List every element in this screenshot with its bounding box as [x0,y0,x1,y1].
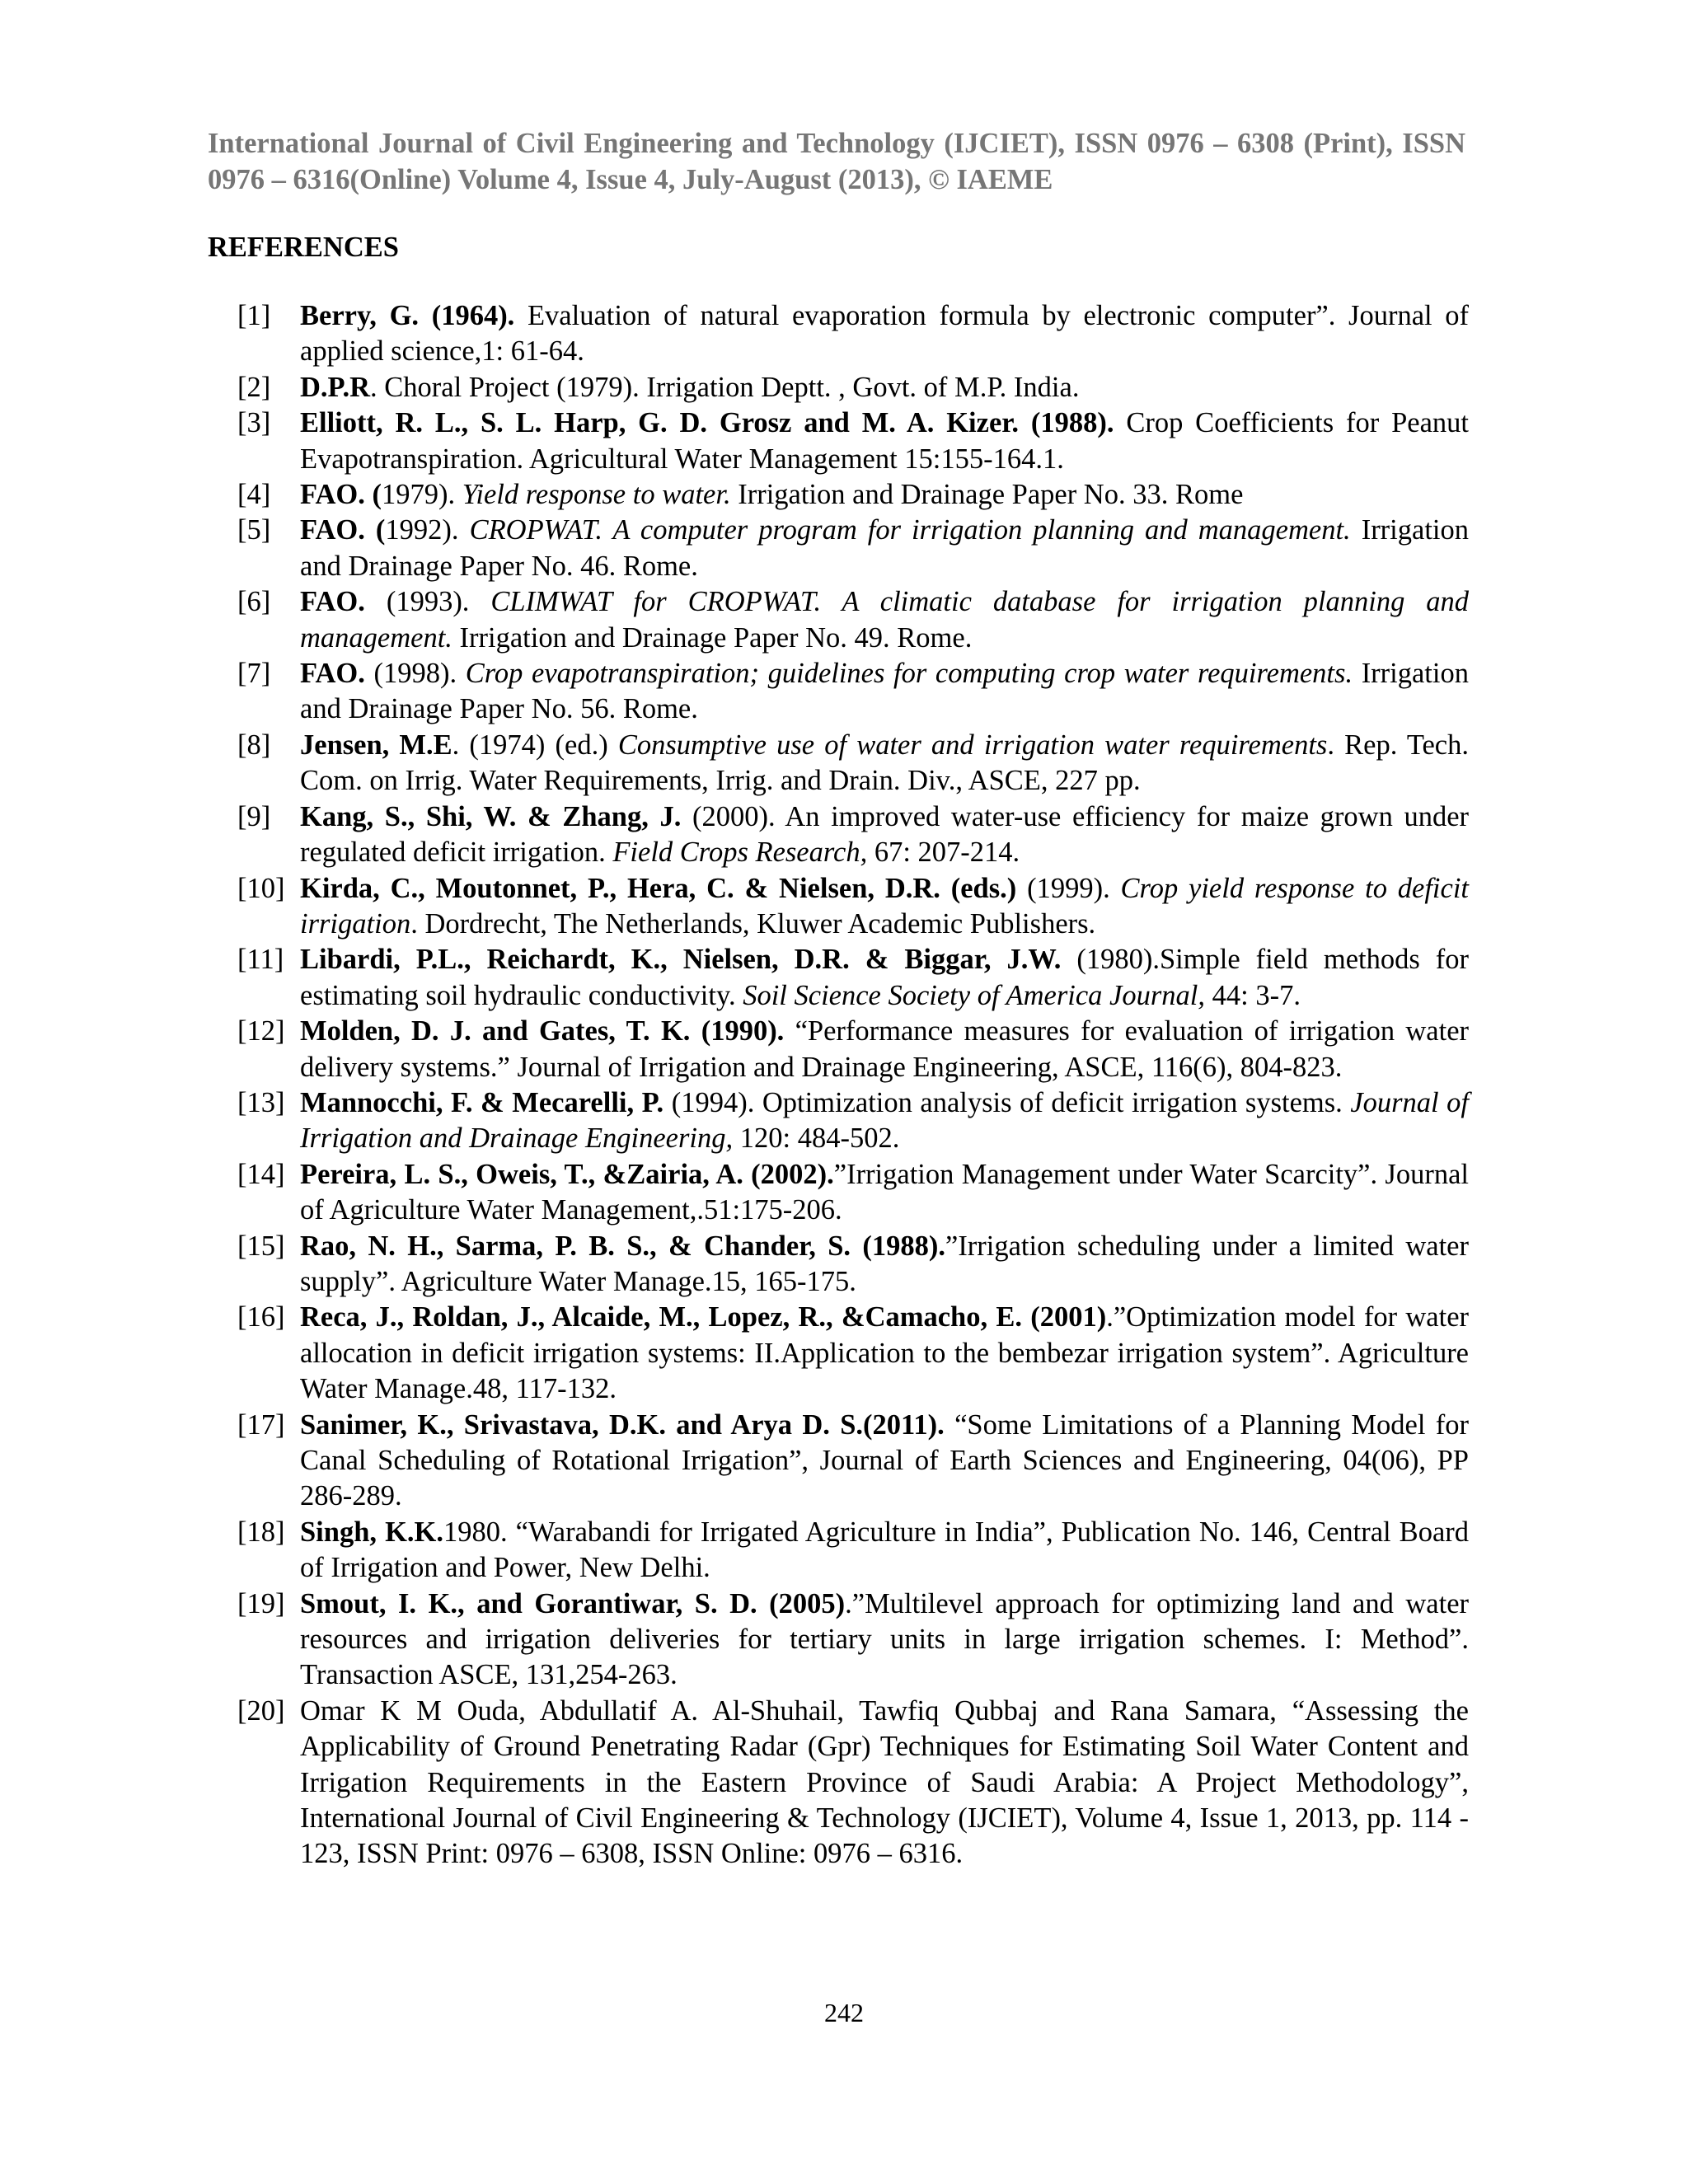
reference-text-segment: ”Irrigation scheduling under a limited water supply”. Agriculture Water Manage.15, 165-175. [300,1230,1469,1297]
reference-number: [5] [237,514,271,546]
reference-text-segment: Mannocchi, F. & Mecarelli, P. [300,1086,664,1118]
reference-text-segment: (1998). [364,658,466,690]
reference-number: [4] [237,479,271,511]
reference-text-segment: Crop evapotranspiration; guidelines for computing crop water requirements. [465,658,1353,690]
reference-item [208,1694,1469,1872]
reference-text-segment: “Performance measures for evaluation of irrigation water delivery systems.” Journal of Irrigation and Drainage Engineering, ASCE, 116(6), 804-823. [300,1015,1469,1083]
journal-header: International Journal of Civil Engineering and Technology (IJCIET), ISSN 0976 – 6308 (Print), ISSN 0976 – 6316(Online) Volume 4, Issue 4, July-August (2013), © IAEME [208,128,1465,195]
reference-text-segment: (2000). An improved water-use efficiency for maize grown under regulated deficit irrigation. [300,800,1469,869]
reference-text-segment: Consumptive use of water and irrigation water requirements [617,729,1328,761]
reference-text-segment: ”Irrigation Management under Water Scarcity”. Journal of Agriculture Water Management,.51:175-206. [300,1158,1469,1226]
reference-number: [10] [237,872,285,904]
reference-text-segment: Singh, K.K. [300,1516,443,1548]
reference-text-segment: Crop yield response to deficit irrigation [300,872,1469,940]
reference-text-segment: CLIMWAT for CROPWAT. A climatic database for irrigation planning and management. [300,586,1470,654]
reference-number: [14] [237,1158,285,1190]
reference-text [300,656,1469,728]
reference-item [208,298,1469,370]
reference-text [300,1586,1469,1694]
reference-text-segment: (1980).Simple field methods for estimating soil hydraulic conductivity. [300,944,1469,1011]
reference-item [208,477,1469,513]
reference-item [208,1229,1469,1301]
reference-item [208,1515,1469,1586]
reference-number: [11] [237,944,284,976]
reference-text-segment: . Rep. Tech. Com. on Irrig. Water Requirements, Irrig. and Drain. Div., ASCE, 227 pp. [300,729,1469,797]
reference-text-segment: 1992). [385,514,470,546]
reference-text-segment: Sanimer, K., Srivastava, D.K. and Arya D. S.(2011). [300,1408,945,1441]
reference-number: [13] [237,1086,285,1118]
reference-text-segment: Crop Coefficients for Peanut Evapotranspiration. Agricultural Water Management 15:155-164.1. [300,407,1469,475]
reference-item [208,871,1469,943]
reference-text-segment: Reca, J., Roldan, J., Alcaide, M., Lopez, R., &Camacho, E. (2001) [300,1301,1107,1333]
reference-text [300,799,1469,871]
reference-text-segment: Berry, G. (1964). [300,300,515,331]
reference-item [208,1408,1469,1515]
reference-text-segment: FAO. ( [300,479,382,511]
reference-text-segment: “Some Limitations of a Planning Model for Canal Scheduling of Rotational Irrigation”, Journal of Earth Sciences and Engineering, 04(06), PP 286-289. [300,1408,1469,1512]
reference-text-segment: FAO. [300,658,365,690]
reference-text [300,1157,1469,1229]
reference-number: [6] [237,586,271,618]
reference-text-segment: Soil Science Society of America Journal, [743,979,1205,1011]
reference-item [208,1014,1469,1085]
reference-number: [3] [237,407,271,439]
reference-text-segment: Irrigation and Drainage Paper No. 46. Rome. [300,514,1469,582]
reference-item [208,1300,1469,1407]
reference-number: [8] [237,729,271,761]
reference-text-segment: Smout, I. K., and Gorantiwar, S. D. (2005) [300,1587,846,1619]
reference-text [300,942,1469,1014]
reference-item [208,584,1469,656]
reference-item [208,942,1469,1014]
reference-text [300,584,1469,656]
reference-text-segment: Libardi, P.L., Reichardt, K., Nielsen, D.R. & Biggar, J.W. [300,944,1062,976]
reference-text-segment: (1994). Optimization analysis of deficit irrigation systems. [663,1086,1351,1118]
reference-text-segment: 67: 207-214. [867,837,1020,869]
reference-text-segment: Elliott, R. L., S. L. Harp, G. D. Grosz and M. A. Kizer. (1988). [300,407,1114,439]
page-number: 242 [824,1998,864,2027]
reference-text [300,1300,1469,1407]
reference-number: [18] [237,1516,285,1548]
reference-item [208,799,1469,871]
reference-item [208,513,1469,584]
reference-text-segment: Irrigation and Drainage Paper No. 56. Rome. [300,658,1469,725]
reference-number: [20] [237,1694,285,1727]
reference-text [300,1515,1469,1586]
reference-item [208,656,1469,728]
reference-number: [9] [237,800,271,832]
reference-text-segment: D.P.R [300,371,370,403]
reference-text-segment: Omar K M Ouda, Abdullatif A. Al-Shuhail, Tawfiq Qubbaj and Rana Samara, “Assessing the Applicability of Ground Penetrating Radar (Gpr) Techniques for Estimating Soil Water Content and Irrigation Requirements in the Eastern Province of Saudi Arabia: A Project Methodology”, International Journal of Civil Engineering & Technology (IJCIET), Volume 4, Issue 1, 2013, pp. 114 - 123, ISSN Print: 0976 – 6308, ISSN Online: 0976 – 6316. [300,1694,1469,1870]
reference-text [300,1408,1469,1515]
reference-text [300,1085,1469,1157]
reference-number: [16] [237,1301,285,1333]
reference-text-segment: Irrigation and Drainage Paper No. 49. Rome. [452,621,973,654]
reference-text-segment: 1980. “Warabandi for Irrigated Agriculture in India”, Publication No. 146, Central Board of Irrigation and Power, New Delhi. [300,1516,1469,1584]
reference-text [300,477,1469,513]
reference-text-segment: . Dordrecht, The Netherlands, Kluwer Academic Publishers. [410,907,1096,940]
reference-list [208,298,1469,1872]
reference-text [300,1694,1469,1872]
reference-number: [19] [237,1587,285,1619]
reference-text-segment: Pereira, L. S., Oweis, T., &Zairia, A. (2002). [300,1158,834,1190]
reference-item [208,1157,1469,1229]
reference-text-segment: 1979). [382,479,462,511]
reference-text-segment: .”Multilevel approach for optimizing land and water resources and irrigation deliveries for tertiary units in large irrigation schemes. I: Method”. Transaction ASCE, 131,254-263. [300,1587,1469,1691]
reference-number: [7] [237,658,271,690]
reference-text [300,513,1469,584]
reference-text [300,871,1469,943]
reference-item [208,1085,1469,1157]
reference-number: [12] [237,1015,285,1047]
reference-text-segment: Yield response to water. [462,479,731,511]
reference-text-segment: FAO. ( [300,514,386,546]
reference-text-segment: .”Optimization model for water allocation in deficit irrigation systems: II.Application to the bembezar irrigation system”. Agriculture Water Manage.48, 117-132. [300,1301,1469,1405]
reference-text-segment: Irrigation and Drainage Paper No. 33. Rome [730,479,1244,511]
reference-text [300,1014,1469,1085]
reference-text [300,298,1469,370]
reference-item [208,370,1469,405]
reference-text-segment: Journal of Irrigation and Drainage Engineering, [300,1086,1469,1155]
reference-text [300,728,1469,799]
reference-text-segment: CROPWAT. A computer program for irrigation planning and management. [469,514,1351,546]
reference-item [208,728,1469,799]
references-heading: REFERENCES [208,232,399,263]
reference-text-segment: Kirda, C., Moutonnet, P., Hera, C. & Nielsen, D.R. (eds.) [300,872,1017,904]
reference-text-segment: . Choral Project (1979). Irrigation Deptt. , Govt. of M.P. India. [370,371,1080,403]
reference-number: [1] [237,300,271,331]
reference-text [300,405,1469,477]
reference-number: [15] [237,1230,285,1262]
reference-text-segment: 120: 484-502. [733,1122,900,1155]
reference-number: [17] [237,1408,285,1441]
reference-text-segment: Field Crops Research, [612,837,868,869]
reference-text-segment: Jensen, M.E [300,729,452,761]
reference-text-segment: (1993). [364,586,491,618]
reference-text-segment: 44: 3-7. [1205,979,1301,1011]
reference-text-segment: Evaluation of natural evaporation formula by electronic computer”. Journal of applied science,1: 61-64. [300,300,1469,368]
reference-text-segment: Kang, S., Shi, W. & Zhang, J. [300,800,682,832]
reference-text-segment: . (1974) (ed.) [452,729,618,761]
reference-text [300,1229,1469,1301]
reference-text [300,370,1469,405]
reference-item [208,405,1469,477]
reference-text-segment: Rao, N. H., Sarma, P. B. S., & Chander, S. (1988). [300,1230,945,1262]
reference-item [208,1586,1469,1694]
reference-text-segment: (1999). [1016,872,1121,904]
reference-text-segment: FAO. [300,586,365,618]
reference-text-segment: Molden, D. J. and Gates, T. K. (1990). [300,1015,785,1047]
reference-number: [2] [237,371,271,403]
